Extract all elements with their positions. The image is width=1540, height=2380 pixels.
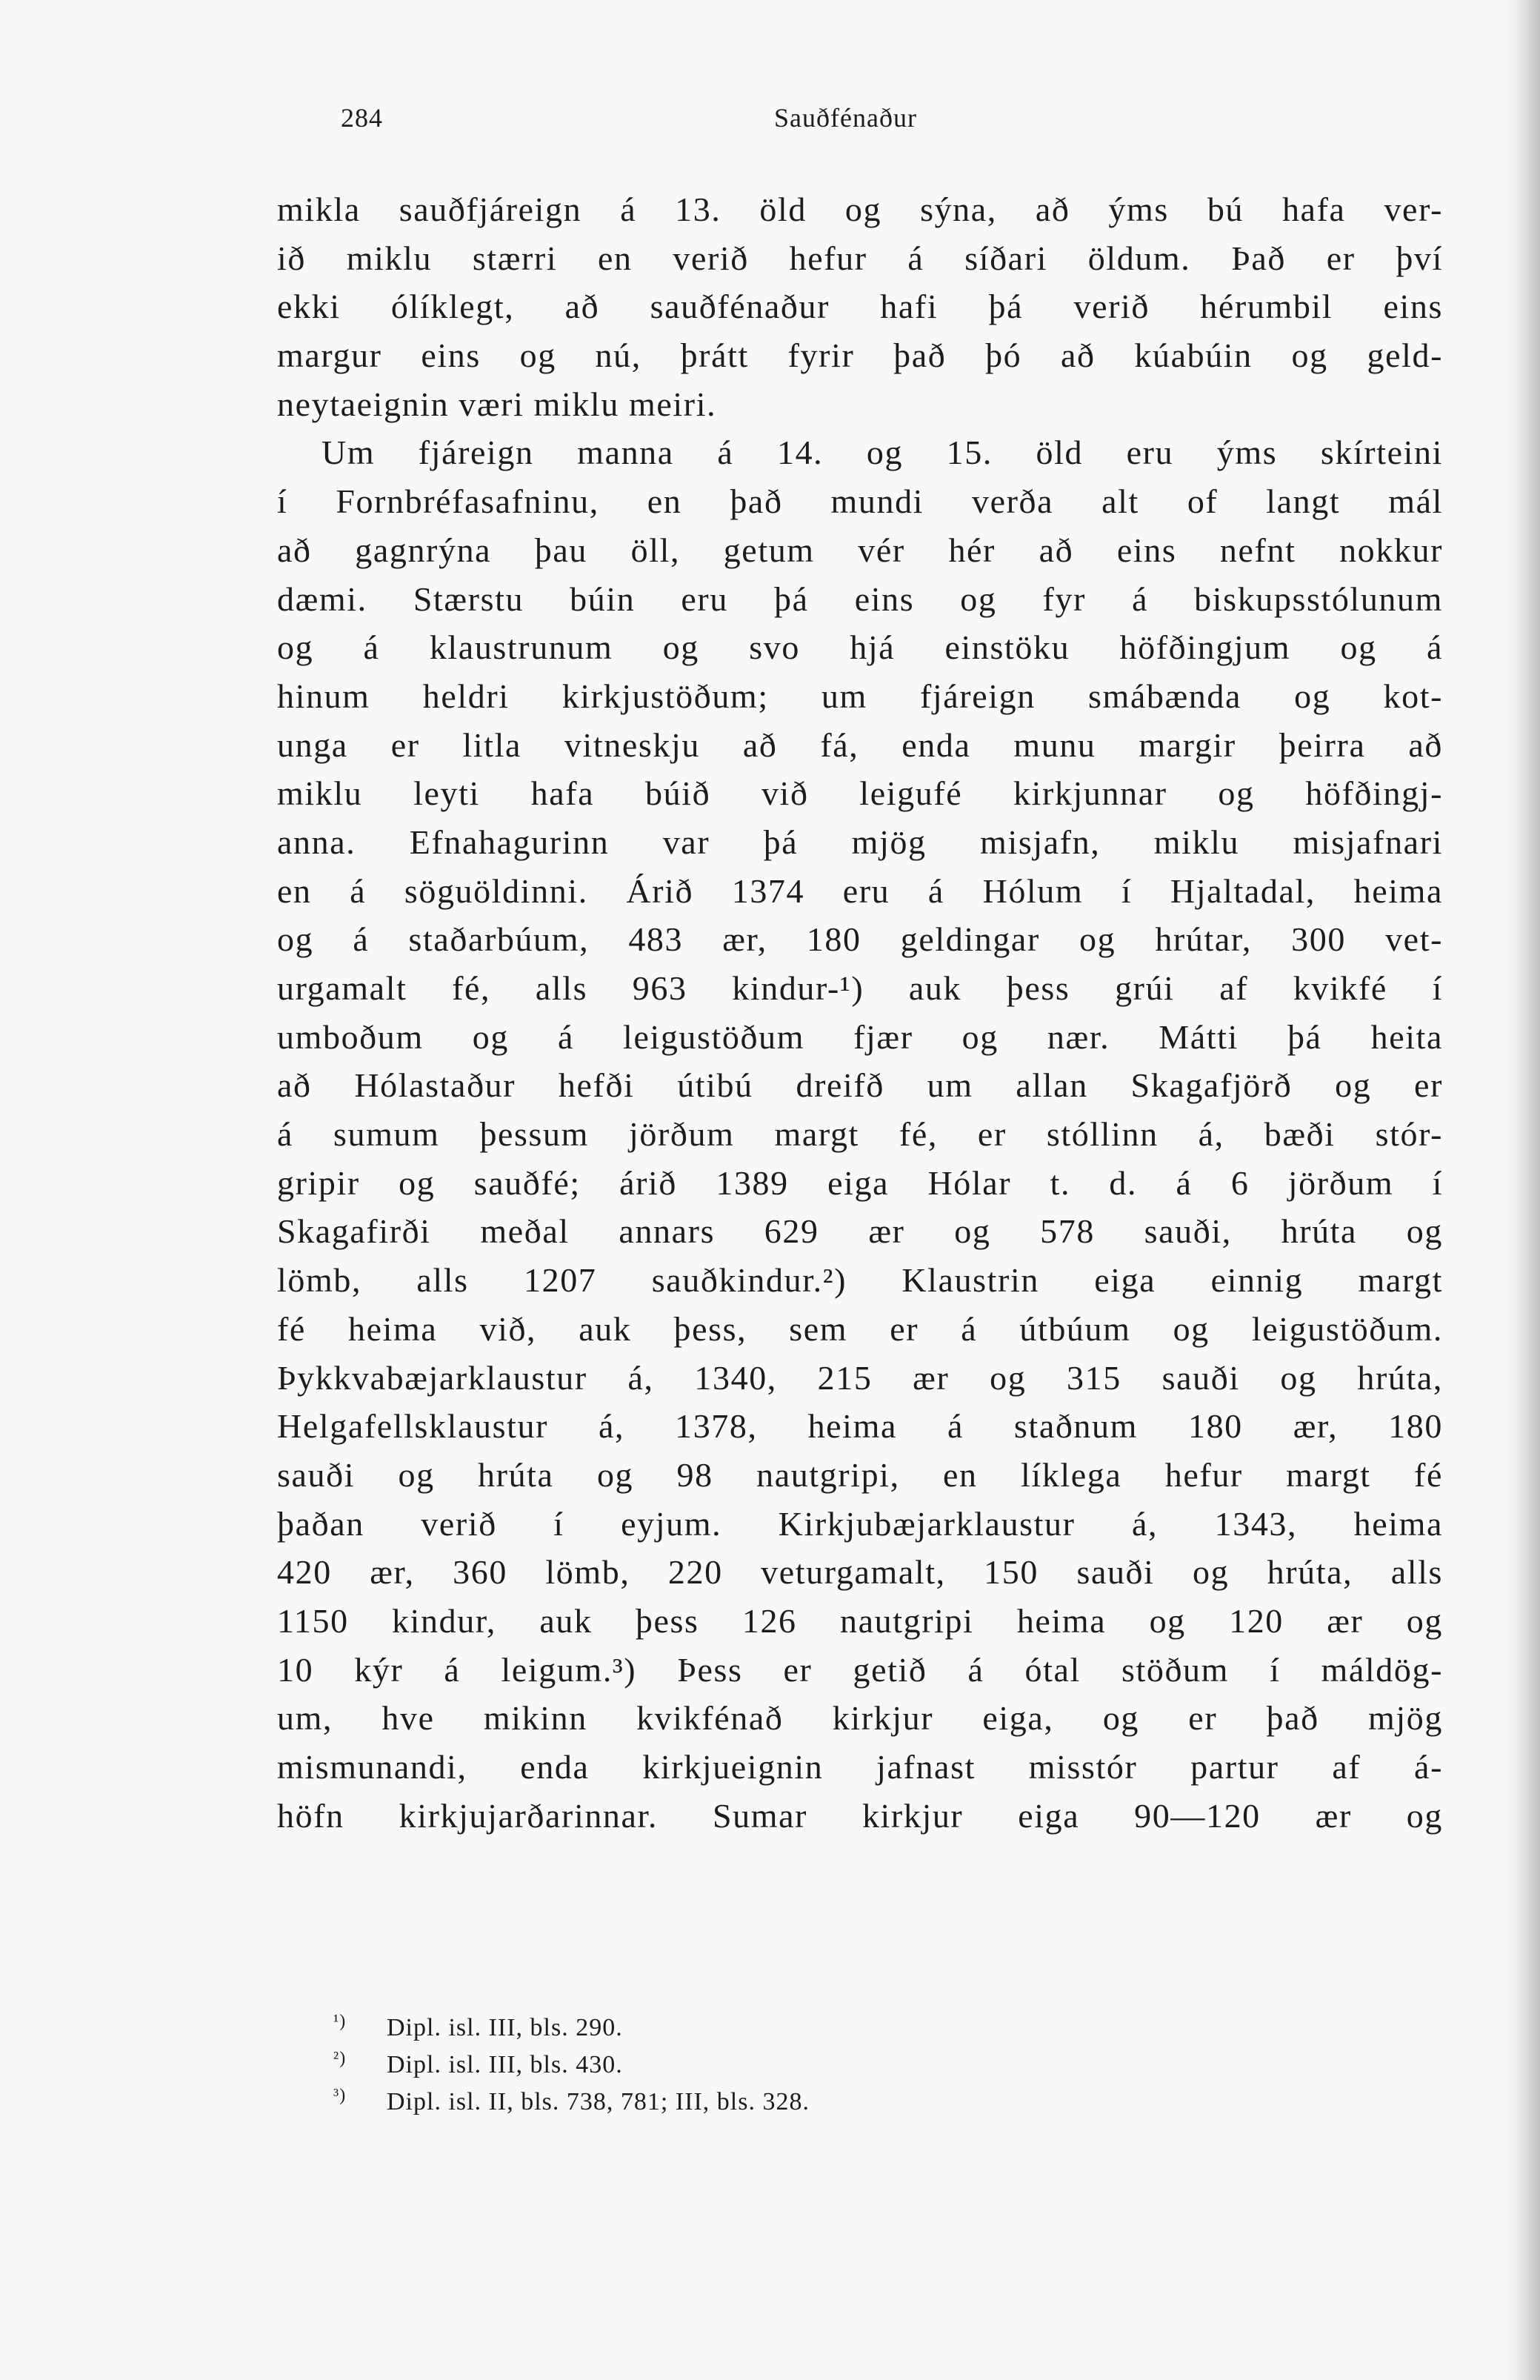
running-header bbox=[289, 102, 1444, 147]
text-line: anna. Efnahagurinn var þá mjög misjafn, miklu misjafnari bbox=[277, 822, 1443, 861]
text-line: miklu leyti hafa búið við leigufé kirkjunnar og höfðingj- bbox=[277, 774, 1443, 813]
footnote: ¹) Dipl. isl. III, bls. 290. bbox=[333, 2011, 623, 2041]
text-line: um, hve mikinn kvikfénað kirkjur eiga, og er það mjög bbox=[277, 1699, 1443, 1738]
text-line: 420 ær, 360 lömb, 220 veturgamalt, 150 sauði og hrúta, alls bbox=[277, 1553, 1443, 1592]
text-line: Skagafirði meðal annars 629 ær og 578 sauði, hrúta og bbox=[277, 1212, 1443, 1251]
text-line: í Fornbréfasafninu, en það mundi verða alt of langt mál bbox=[277, 482, 1443, 521]
text-line: mismunandi, enda kirkjueignin jafnast misstór partur af á- bbox=[277, 1748, 1443, 1786]
text-line: gripir og sauðfé; árið 1389 eiga Hólar t. d. á 6 jörðum í bbox=[277, 1163, 1443, 1202]
text-line: höfn kirkjujarðarinnar. Sumar kirkjur eiga 90—120 ær og bbox=[277, 1796, 1443, 1835]
text-line: og á staðarbúum, 483 ær, 180 geldingar og hrútar, 300 vet- bbox=[277, 920, 1443, 959]
text-line: og á klaustrunum og svo hjá einstöku höfðingjum og á bbox=[277, 628, 1443, 667]
footnote: ²) Dipl. isl. III, bls. 430. bbox=[333, 2048, 623, 2078]
text-line: Helgafellsklaustur á, 1378, heima á staðnum 180 ær, 180 bbox=[277, 1407, 1443, 1446]
text-line: Þykkvabæjarklaustur á, 1340, 215 ær og 315 sauði og hrúta, bbox=[277, 1358, 1443, 1397]
text-line: mikla sauðfjáreign á 13. öld og sýna, að ýms bú hafa ver- bbox=[277, 190, 1443, 228]
text-line: á sumum þessum jörðum margt fé, er stóllinn á, bæði stór- bbox=[277, 1115, 1443, 1154]
text-line: hinum heldri kirkjustöðum; um fjáreign smábænda og kot- bbox=[277, 677, 1443, 715]
footnote-text: Dipl. isl. III, bls. 430. bbox=[387, 2051, 623, 2078]
text-line: fé heima við, auk þess, sem er á útbúum og leigustöðum. bbox=[277, 1309, 1443, 1348]
text-line: neytaeignin væri miklu meiri. bbox=[277, 385, 717, 423]
page-edge-shadow bbox=[1506, 0, 1540, 2380]
text-line: sauði og hrúta og 98 nautgripi, en líklega hefur margt fé bbox=[277, 1455, 1443, 1494]
footnote-text: Dipl. isl. III, bls. 290. bbox=[387, 2014, 623, 2041]
text-line: unga er litla vitneskju að fá, enda munu margir þeirra að bbox=[277, 725, 1443, 764]
footnote: ³) Dipl. isl. II, bls. 738, 781; III, bls. 328. bbox=[333, 2085, 810, 2115]
text-line: að Hólastaður hefði útibú dreifð um allan Skagafjörð og er bbox=[277, 1066, 1443, 1105]
page-number: 284 bbox=[341, 103, 383, 133]
text-line: dæmi. Stærstu búin eru þá eins og fyr á biskupsstólunum bbox=[277, 579, 1443, 618]
text-line: ekki ólíklegt, að sauðfénaður hafi þá verið hérumbil eins bbox=[277, 287, 1443, 326]
text-line: 10 kýr á leigum.³) Þess er getið á ótal stöðum í máldög- bbox=[277, 1650, 1443, 1689]
text-line: umboðum og á leigustöðum fjær og nær. Mátti þá heita bbox=[277, 1017, 1443, 1056]
body-text bbox=[277, 185, 1443, 1840]
footnotes bbox=[333, 2010, 1222, 2121]
text-line: þaðan verið í eyjum. Kirkjubæjarklaustur á, 1343, heima bbox=[277, 1504, 1443, 1543]
footnote-text: Dipl. isl. II, bls. 738, 781; III, bls. 328. bbox=[387, 2088, 810, 2115]
text-line: Um fjáreign manna á 14. og 15. öld eru ýms skírteini bbox=[321, 433, 1443, 472]
text-line: urgamalt fé, alls 963 kindur-¹) auk þess grúi af kvikfé í bbox=[277, 969, 1443, 1007]
text-line: 1150 kindur, auk þess 126 nautgripi heima og 120 ær og bbox=[277, 1601, 1443, 1640]
text-line: lömb, alls 1207 sauðkindur.²) Klaustrin eiga einnig margt bbox=[277, 1261, 1443, 1300]
running-title: Sauðfénaður bbox=[774, 103, 917, 133]
text-line: margur eins og nú, þrátt fyrir það þó að kúabúin og geld- bbox=[277, 336, 1443, 375]
text-line: ið miklu stærri en verið hefur á síðari öldum. Það er því bbox=[277, 239, 1443, 277]
text-line: en á söguöldinni. Árið 1374 eru á Hólum í Hjaltadal, heima bbox=[277, 871, 1443, 910]
text-line: að gagnrýna þau öll, getum vér hér að eins nefnt nokkur bbox=[277, 531, 1443, 569]
